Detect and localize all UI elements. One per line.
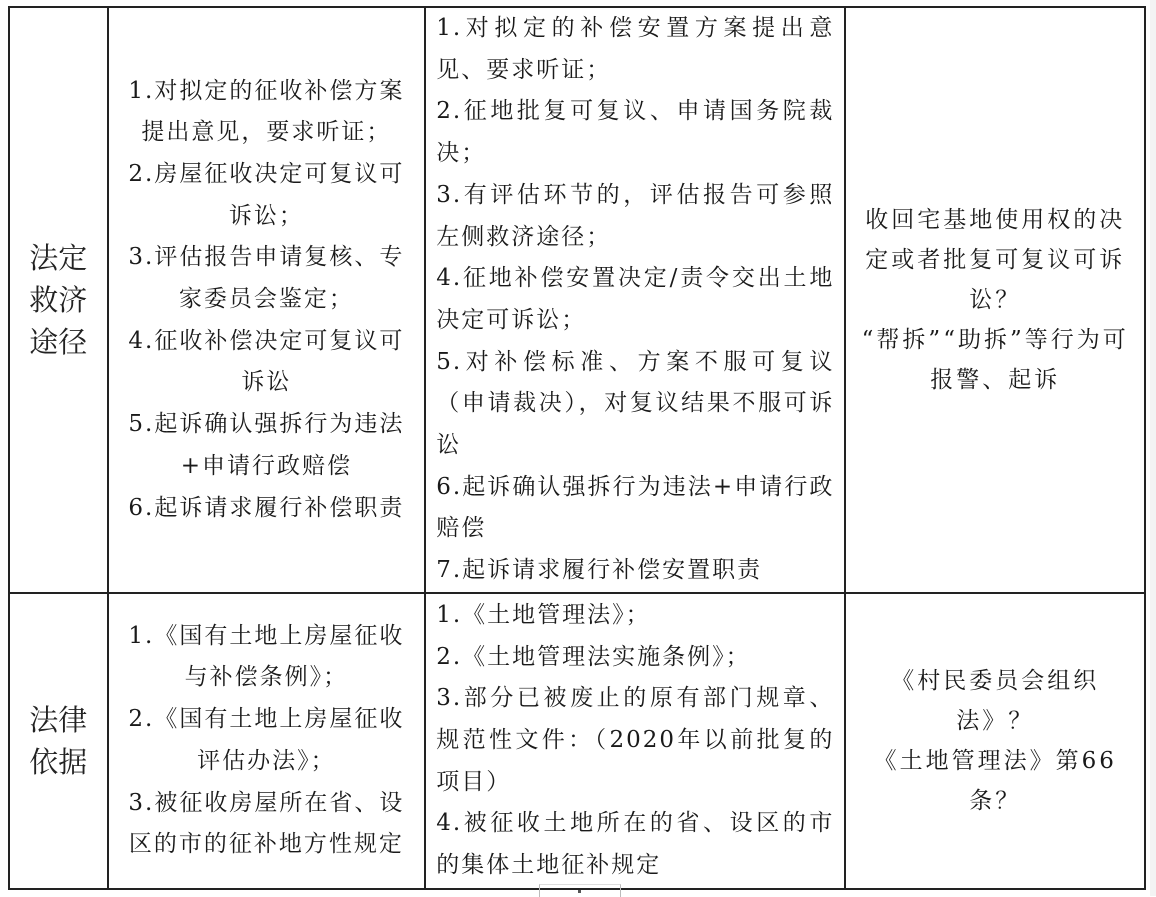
list-item: 4.征地补偿安置决定/责令交出土地决定可诉讼；: [436, 265, 835, 333]
row-header-line: 法律: [29, 702, 88, 737]
list-item: 1.对拟定的征收补偿方案提出意见，要求听证；: [128, 77, 405, 146]
row-header-line: 途径: [29, 324, 88, 359]
page-break-dot: [578, 890, 581, 893]
list-item: 5.起诉确认强拆行为违法+申请行政赔偿: [128, 411, 405, 479]
list-item: 6.起诉确认强拆行为违法+申请行政赔偿: [436, 473, 835, 542]
table-row-legal-basis: [9, 593, 1145, 889]
list-item: 3.被征收房屋所在省、设区的市的征补地方性规定: [128, 789, 405, 858]
list-item: 1.对拟定的补偿安置方案提出意见、要求听证；: [436, 15, 835, 83]
row-header-line: 依据: [29, 744, 88, 779]
right-edge-strip: [1150, 0, 1156, 896]
cell-collective-land-basis: [425, 593, 845, 889]
cell-state-owned-basis: [108, 593, 426, 889]
list-item: 2.征地批复可复议、申请国务院裁决；: [436, 98, 835, 167]
list-item: “帮拆”“助拆”等行为可报警、起诉: [861, 326, 1129, 393]
list-item: 4.征收补偿决定可复议可诉讼: [128, 327, 405, 396]
cell-state-owned-remedy: [108, 7, 426, 593]
row-header-legal-basis: [9, 593, 108, 889]
list-item: 收回宅基地使用权的决定或者批复可复议可诉讼？: [865, 206, 1126, 313]
list-item: 2.房屋征收决定可复议可诉讼；: [128, 160, 405, 229]
table-row-remedy: [9, 7, 1145, 593]
list-item: 2.《国有土地上房屋征收评估办法》；: [128, 706, 405, 774]
list-item: 7.起诉请求履行补偿安置职责: [436, 557, 763, 584]
list-item: 1.《国有土地上房屋征收与补偿条例》；: [128, 622, 405, 691]
list-item: 3.有评估环节的，评估报告可参照左侧救济途径；: [436, 181, 835, 250]
legal-remedy-table: [8, 6, 1146, 890]
row-header-line: 法定: [29, 240, 88, 275]
cell-collective-land-remedy: [425, 7, 845, 593]
list-item: 《村民委员会组织法》？: [891, 667, 1100, 734]
list-item: 4.被征收土地所在的省、设区的市的集体土地征补规定: [436, 810, 835, 879]
cell-homestead-basis: [845, 593, 1145, 889]
list-item: 6.起诉请求履行补偿职责: [128, 494, 405, 521]
row-header-remedy: [9, 7, 108, 593]
list-item: 《土地管理法》第66条？: [873, 747, 1117, 814]
row-header-line: 救济: [29, 282, 88, 317]
list-item: 3.评估报告申请复核、专家委员会鉴定；: [128, 244, 405, 313]
list-item: 3.部分已被废止的原有部门规章、规范性文件：（2020年以前批复的项目）: [436, 685, 835, 795]
list-item: 1.《土地管理法》；: [436, 601, 651, 628]
list-item: 5.对补偿标准、方案不服可复议（申请裁决），对复议结果不服可诉讼: [436, 348, 835, 459]
cell-homestead-remedy: [845, 7, 1145, 593]
list-item: 2.《土地管理法实施条例》；: [436, 643, 751, 670]
